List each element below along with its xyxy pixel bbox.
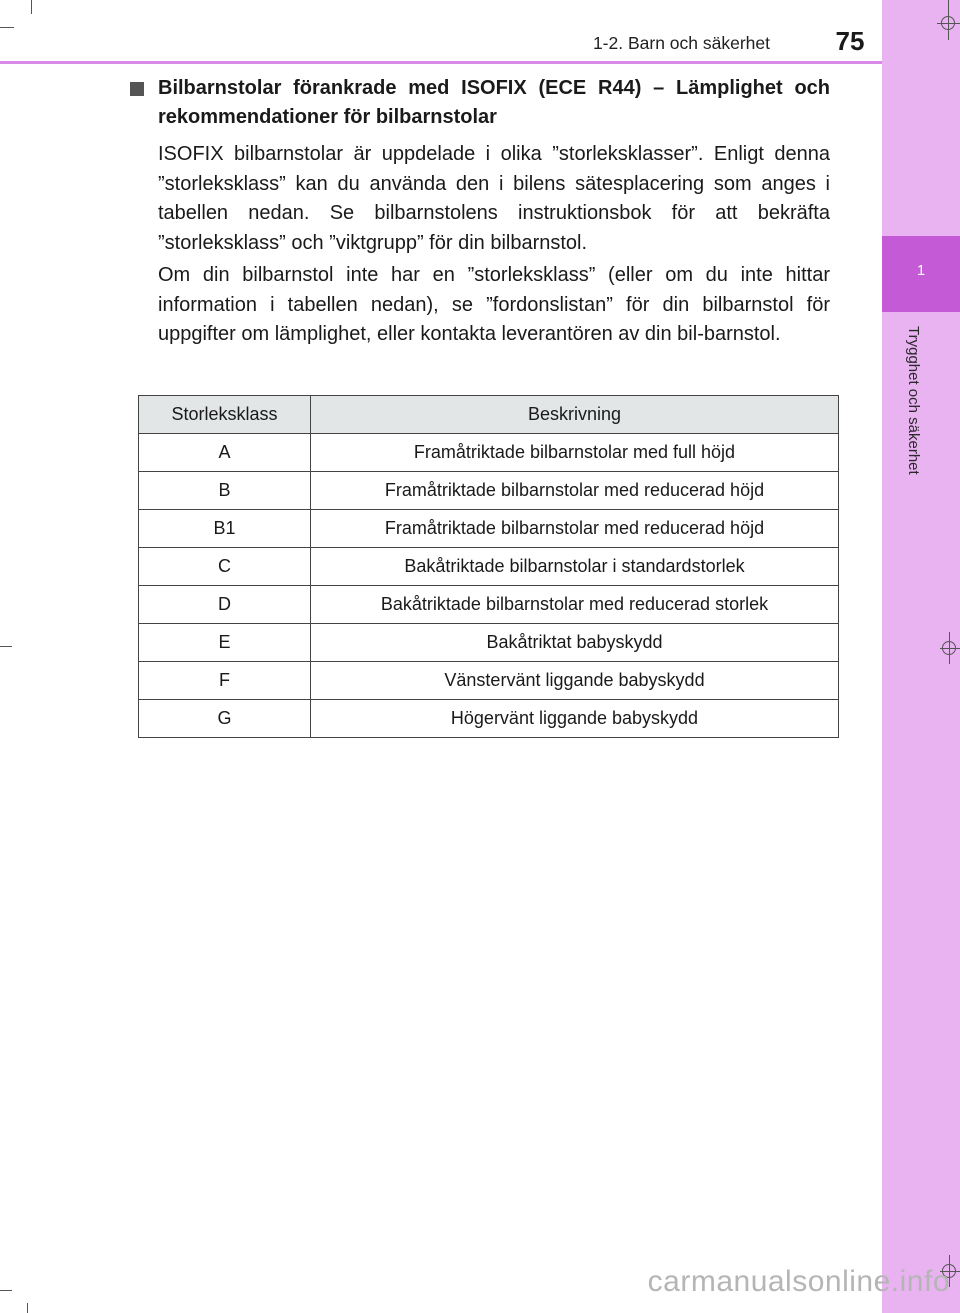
description-cell: Framåtriktade bilbarnstolar med reducerad höjd <box>311 510 839 548</box>
size-class-cell: B1 <box>139 510 311 548</box>
registration-mark-icon <box>941 16 955 30</box>
table-row <box>139 434 839 472</box>
chapter-tab[interactable] <box>882 236 960 312</box>
heading-text: Bilbarnstolar förankrade med ISOFIX (ECE R44) – Lämplighet och rekommendationer för bilbarnstolar <box>158 77 830 128</box>
size-class-cell: G <box>139 700 311 738</box>
description-cell: Bakåtriktat babyskydd <box>311 624 839 662</box>
crop-mark <box>0 646 12 647</box>
site-watermark: carmanualsonline.info <box>647 1265 950 1298</box>
description-cell: Bakåtriktade bilbarnstolar i standardstorlek <box>311 548 839 586</box>
chapter-label: Trygghet och säkerhet <box>905 326 922 475</box>
size-class-cell: B <box>139 472 311 510</box>
crop-mark <box>31 0 32 14</box>
table-row <box>139 472 839 510</box>
section-heading <box>130 74 830 132</box>
table-row <box>139 548 839 586</box>
crop-mark <box>0 1290 12 1291</box>
size-class-table <box>138 395 839 738</box>
column-header-description: Beskrivning <box>311 396 839 434</box>
page-number: 75 <box>835 26 865 56</box>
size-class-cell: A <box>139 434 311 472</box>
column-header-size-class: Storleksklass <box>139 396 311 434</box>
table-row <box>139 586 839 624</box>
table-row <box>139 700 839 738</box>
crop-mark <box>0 27 14 28</box>
table-row <box>139 510 839 548</box>
header-rule <box>0 61 882 64</box>
intro-paragraph: ISOFIX bilbarnstolar är uppdelade i olika ”storleksklasser”. Enligt denna ”storleksklass” kan du använda den i bilens sätesplacering som anges i tabellen nedan. Se bilbarnstolens instruktionsbok för att bekräfta ”storleksklass” och ”viktgrupp” för din bilbarnstol. <box>158 143 830 254</box>
size-class-cell: E <box>139 624 311 662</box>
description-cell: Bakåtriktade bilbarnstolar med reducerad storlek <box>311 586 839 624</box>
description-cell: Vänstervänt liggande babyskydd <box>311 662 839 700</box>
crop-mark <box>27 1303 28 1313</box>
size-class-cell: F <box>139 662 311 700</box>
size-class-cell: D <box>139 586 311 624</box>
registration-mark-icon <box>942 641 956 655</box>
chapter-number: 1 <box>916 262 926 279</box>
table-row <box>139 624 839 662</box>
fallback-paragraph: Om din bilbarnstol inte har en ”storleksklass” (eller om du inte hittar information i tabellen nedan), se ”fordonslistan” för din bilbarnstol för uppgifter om lämplighet, eller kontakta leverantören av din bil-barnstol. <box>158 264 830 345</box>
table-row <box>139 662 839 700</box>
description-cell: Framåtriktade bilbarnstolar med full höjd <box>311 434 839 472</box>
description-cell: Framåtriktade bilbarnstolar med reducerad höjd <box>311 472 839 510</box>
description-cell: Högervänt liggande babyskydd <box>311 700 839 738</box>
section-title: 1-2. Barn och säkerhet <box>592 33 770 53</box>
table-header-row <box>139 396 839 434</box>
square-bullet-icon <box>130 82 144 96</box>
size-class-cell: C <box>139 548 311 586</box>
